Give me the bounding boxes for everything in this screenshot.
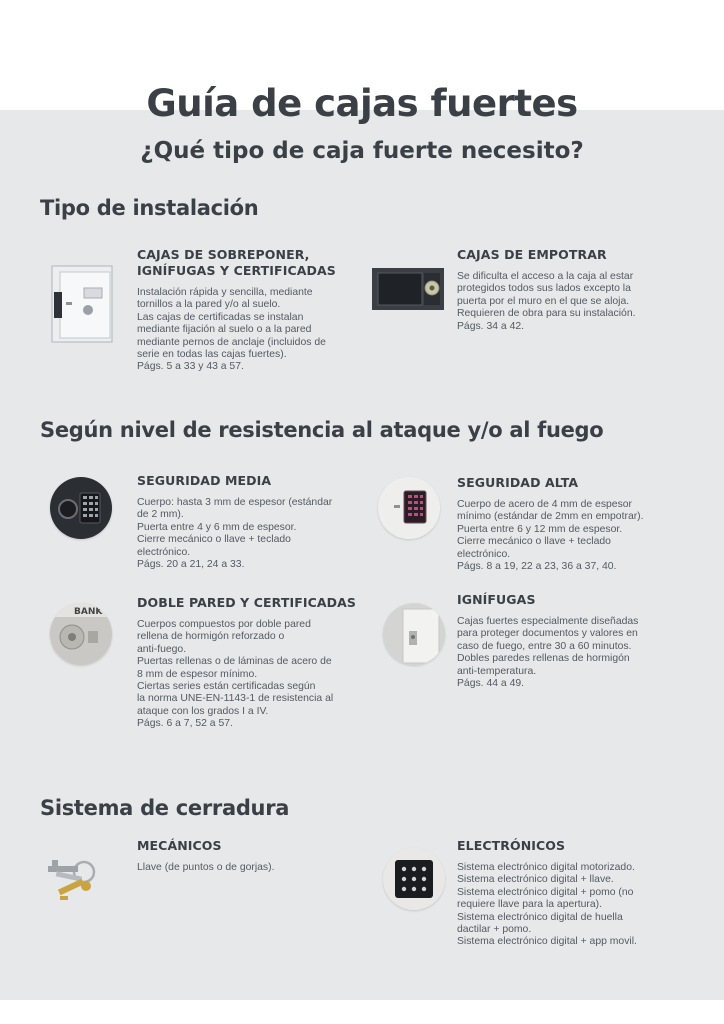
certified-safe-icon — [50, 603, 112, 665]
resistance-item-text: Cuerpo de acero de 4 mm de espesor mínimo (estándar de 2mm en empotrar). Puerta entre 6 y 12 mm de espesor. Cierre mecánico o llave + teclado electrónico. Págs. 8 a 19, 22 a 23, 36 a 37, 40. — [457, 499, 644, 573]
lock-item-mechanical — [137, 838, 365, 874]
installation-item-surface — [137, 247, 362, 374]
high-security-safe-icon — [378, 477, 440, 539]
wall-safe-icon — [50, 262, 116, 346]
installation-item-text: Instalación rápida y sencilla, mediante tornillos a la pared y/o al suelo. Las cajas de certificadas se instalan mediante fijación al suelo o a la pared mediante pernos de anclaje (incluidos de serie en todas las cajas fuertes). Págs. 5 a 33 y 43 a 57. — [137, 287, 326, 373]
page-subtitle: ¿Qué tipo de caja fuerte necesito? — [140, 138, 584, 164]
resistance-item-text: Cajas fuertes especialmente diseñadas para proteger documentos y valores en caso de fuego, entre 30 a 60 minutos. Dobles paredes rellenas de hormigón anti-temperatura. Págs. 44 a 49. — [457, 616, 639, 690]
certified-safe-icon-text: BANK — [74, 607, 103, 617]
fireproof-safe-icon — [383, 603, 445, 665]
lock-item-electronic — [457, 838, 689, 949]
resistance-item-title: DOBLE PARED Y CERTIFICADAS — [137, 595, 357, 610]
lock-item-text: Sistema electrónico digital motorizado. Sistema electrónico digital + llave. Sistema electrónico digital + pomo (no requiere llave para la apertura). Sistema electrónico digital de huella dactilar + pomo. Sistema electrónico digital + app movil. — [457, 862, 637, 948]
resistance-item-title: IGNÍFUGAS — [457, 592, 536, 607]
resistance-item-medium — [137, 473, 365, 571]
lock-item-title: ELECTRÓNICOS — [457, 838, 566, 853]
electronic-keypad-icon — [383, 848, 445, 910]
installation-item-title: CAJAS DE EMPOTRAR — [457, 247, 607, 262]
resistance-item-title: SEGURIDAD MEDIA — [137, 473, 272, 488]
installation-item-title: CAJAS DE SOBREPONER, IGNÍFUGAS Y CERTIFICADAS — [137, 247, 336, 278]
installation-item-text: Se dificulta el acceso a la caja al estar protegidos todos sus lados excepto la puerta por el muro en el que se aloja. Requieren de obra para su instalación. Págs. 34 a 42. — [457, 271, 636, 332]
embedded-safe-icon — [372, 266, 444, 312]
resistance-item-double-wall — [137, 595, 365, 731]
resistance-item-high — [457, 475, 687, 573]
resistance-item-fireproof — [457, 592, 687, 690]
lock-item-title: MECÁNICOS — [137, 838, 222, 853]
keys-icon — [46, 852, 102, 912]
section-heading-installation: Tipo de instalación — [40, 196, 259, 220]
resistance-item-text: Cuerpos compuestos por doble pared rellena de hormigón reforzado o anti-fuego. Puertas rellenas o de láminas de acero de 8 mm de espesor mínimo. Ciertas series están certificadas según la norma UNE-EN-1143-1 de resistencia al ataque con los grados I a IV. Págs. 6 a 7, 52 a 57. — [137, 619, 334, 730]
resistance-item-title: SEGURIDAD ALTA — [457, 475, 579, 490]
lock-item-text: Llave (de puntos o de gorjas). — [137, 862, 275, 873]
installation-item-embedded — [457, 247, 687, 333]
section-heading-lock: Sistema de cerradura — [40, 796, 290, 820]
page-title: Guía de cajas fuertes — [146, 82, 578, 125]
section-heading-resistance: Según nivel de resistencia al ataque y/o al fuego — [40, 418, 604, 442]
resistance-item-text: Cuerpo: hasta 3 mm de espesor (estándar de 2 mm). Puerta entre 4 y 6 mm de espesor. Cierre mecánico o llave + teclado electrónico. Págs. 20 a 21, 24 a 33. — [137, 497, 333, 571]
keypad-safe-icon — [50, 477, 112, 539]
